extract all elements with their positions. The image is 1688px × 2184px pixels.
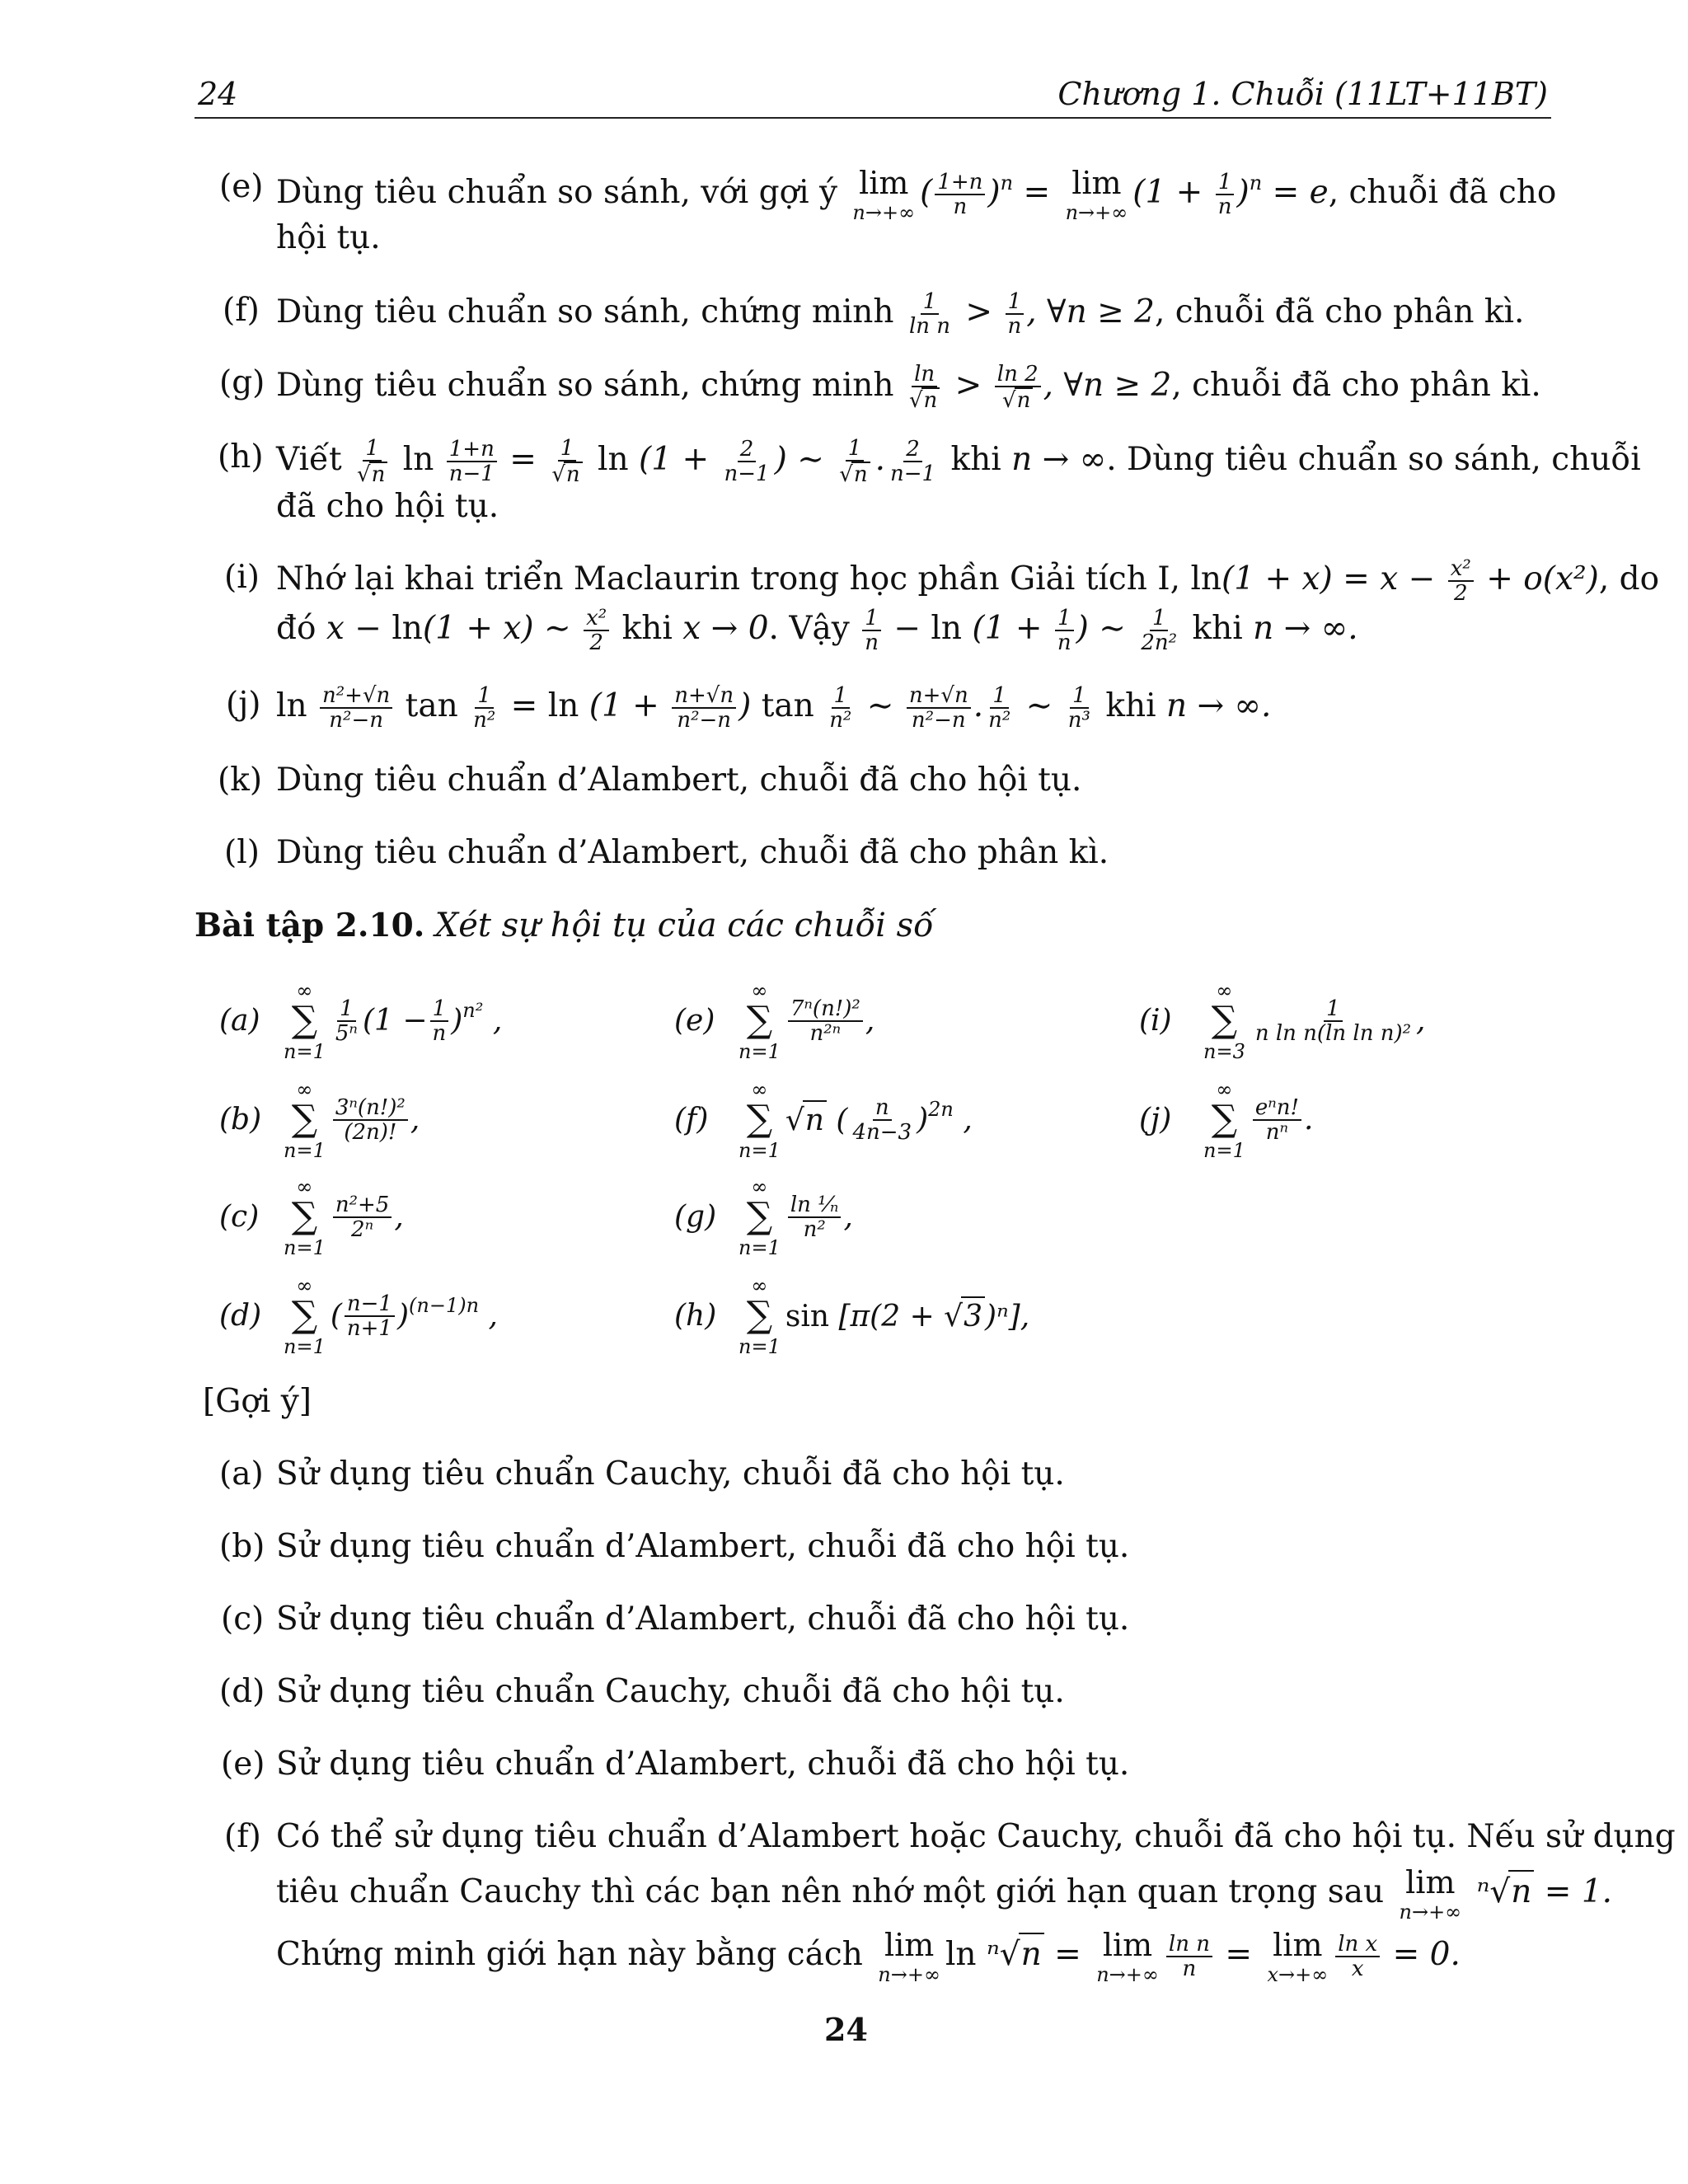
limit-operator: lim n→+∞ <box>878 1927 940 1986</box>
hint2-e-text: Sử dụng tiêu chuẩn d’Alambert, chuỗi đã cho hội tụ. <box>276 1746 1130 1783</box>
exercise-number: Bài tập 2.10. <box>195 907 425 944</box>
hint-heading: [Gợi ý] <box>203 1383 312 1420</box>
series-i: (i) ∞ ∑ n=3 $\frac{1}{\text{n ln n(ln ln n)²}}$ , <box>1139 979 1426 1063</box>
series-h: (h) ∞ ∑ n=1 sin [π(2 + √3)ⁿ], <box>674 1274 1030 1358</box>
series-e: (e) ∞ ∑ n=1 $\frac{\text{7ⁿ(n!)²}}{\text{n²ⁿ}}$ , <box>674 979 875 1063</box>
hint2-f-label: (f) <box>224 1818 261 1855</box>
hint-l-text: Dùng tiêu chuẩn d’Alambert, chuỗi đã cho phân kì. <box>276 834 1109 871</box>
hint-f-line: Dùng tiêu chuẩn so sánh, chứng minh $\frac{1}{\text{ln n}}$ > $\frac{1}{n}$ , ∀n ≥ 2, chuỗi đã cho phân kì. <box>276 289 1525 339</box>
hint-e-label: (e) <box>219 168 264 205</box>
hint-i-line2: đó x − ln(1 + x) ∼ $\frac{\text{x²}}{2}$ khi x → 0. Vậy $\frac{1}{n}$ − ln (1 + $\frac{1}{n}$ ) ∼ $\frac{1}{\text{2n²}}$ khi n → ∞. <box>276 606 1358 655</box>
footer-page-number: 24 <box>824 2011 868 2048</box>
hint-f-label: (f) <box>223 292 260 329</box>
series-d: (d) ∞ ∑ n=1 ( $\frac{n-1}{n+1}$ )$^{(n-1)n}$ , <box>219 1274 498 1358</box>
series-f: (f) ∞ ∑ n=1 √n ( $\frac{n}{4n-3}$ )$^{2n}$ , <box>674 1078 973 1162</box>
hint-h-label: (h) <box>218 438 264 476</box>
exercise-title <box>195 905 934 947</box>
running-header <box>195 74 1551 119</box>
series-j: (j) ∞ ∑ n=1 $\frac{\text{eⁿn!}}{\text{nⁿ}}$ . <box>1139 1078 1314 1162</box>
hint2-b-text: Sử dụng tiêu chuẩn d’Alambert, chuỗi đã cho hội tụ. <box>276 1528 1130 1565</box>
hint2-b-label: (b) <box>219 1528 265 1565</box>
hint-k-label: (k) <box>218 762 263 799</box>
hint-j-line: ln $\frac{\text{n²+√n}}{\text{n²−n}}$ tan $\frac{1}{\text{n²}}$ = ln (1 + $\frac{n+√n}{\text{n²−n}}$ ) tan $\frac{1}{\text{n²}}$ ∼ $\frac{n+√n}{\text{n²−n}}$ . $\frac{1}{\text{n²}}$ ∼ $\frac{1}{\text{n³}}$ khi n → ∞. <box>276 683 1272 733</box>
limit-operator: lim n→+∞ <box>1065 165 1128 224</box>
hint2-a-label: (a) <box>219 1455 264 1493</box>
hint2-f-line3: Chứng minh giới hạn này bằng cách lim n→+∞ ln ⁿ√n = lim n→+∞ $\frac{\text{ln n}}{n}$ = lim x→+∞ $\frac{\text{ln x}}{x}$ = 0. <box>276 1927 1461 1986</box>
hint-l-label: (l) <box>224 834 260 871</box>
hint2-d-text: Sử dụng tiêu chuẩn Cauchy, chuỗi đã cho hội tụ. <box>276 1673 1065 1710</box>
limit-operator: lim n→+∞ <box>1096 1927 1159 1986</box>
hint-e-line1: Dùng tiêu chuẩn so sánh, với gợi ý lim n→+∞ ( $\frac{1+n}{n}$ )$^n$ = lim n→+∞ (1 + $\frac{1}{n}$ )$^n$ = e, chuỗi đã cho <box>276 165 1557 224</box>
hint-k-text: Dùng tiêu chuẩn d’Alambert, chuỗi đã cho hội tụ. <box>276 762 1082 799</box>
header-page-number: 24 <box>198 76 238 112</box>
hint-h-line2: đã cho hội tụ. <box>276 488 499 525</box>
limit-operator: lim n→+∞ <box>1399 1864 1462 1924</box>
header-chapter-title: Chương 1. Chuỗi (11LT+11BT) <box>1057 76 1548 112</box>
hint2-c-text: Sử dụng tiêu chuẩn d’Alambert, chuỗi đã cho hội tụ. <box>276 1601 1130 1638</box>
hint-g-line: Dùng tiêu chuẩn so sánh, chứng minh $\frac{\ln}{√n}$ > $\frac{\ln 2}{√n}$ , ∀n ≥ 2, chuỗi đã cho phân kì. <box>276 362 1541 413</box>
hint-j-label: (j) <box>226 686 261 723</box>
hint2-a-text: Sử dụng tiêu chuẩn Cauchy, chuỗi đã cho hội tụ. <box>276 1455 1065 1493</box>
series-b: (b) ∞ ∑ n=1 $\frac{\text{3ⁿ(n!)²}}{(2n)!}$ , <box>219 1078 420 1162</box>
hint-e-line2: hội tụ. <box>276 219 381 256</box>
hint2-e-label: (e) <box>221 1746 265 1783</box>
hint2-f-line1: Có thể sử dụng tiêu chuẩn d’Alambert hoặc Cauchy, chuỗi đã cho hội tụ. Nếu sử dụng <box>276 1818 1676 1855</box>
series-g: (g) ∞ ∑ n=1 $\frac{\text{ln ¹⁄ₙ}}{\text{n²}}$ , <box>674 1175 853 1259</box>
hint2-f-line2: tiêu chuẩn Cauchy thì các bạn nên nhớ một giới hạn quan trọng sau lim n→+∞ ⁿ√n = 1. <box>276 1864 1613 1924</box>
hint2-d-label: (d) <box>219 1673 265 1710</box>
hint-g-label: (g) <box>219 364 265 401</box>
hint-i-label: (i) <box>224 559 260 596</box>
limit-operator: lim n→+∞ <box>852 165 916 224</box>
series-a: (a) ∞ ∑ n=1 $\frac{1}{\text{5ⁿ}}$ (1 − $\frac{1}{n}$ )$^{n^2}$ , <box>219 979 503 1063</box>
series-c: (c) ∞ ∑ n=1 $\frac{\text{n²+5}}{\text{2ⁿ}}$ , <box>219 1175 404 1259</box>
limit-operator: lim x→+∞ <box>1267 1927 1329 1986</box>
hint2-c-label: (c) <box>221 1601 265 1638</box>
hint-h-line1: Viết $\frac{1}{√n}$ ln $\frac{1+n}{n-1}$ = $\frac{1}{√n}$ ln (1 + $\frac{2}{n-1}$ ) ∼ $\frac{1}{√n}$ . $\frac{2}{n-1}$ khi n → ∞. Dùng tiêu chuẩn so sánh, chuỗi <box>276 436 1641 487</box>
hint-i-line1: Nhớ lại khai triển Maclaurin trong học phần Giải tích I, ln(1 + x) = x − $\frac{\text{x²}}{2}$ + o(x²), do <box>276 556 1660 606</box>
exercise-prompt: Xét sự hội tụ của các chuỗi số <box>434 907 934 944</box>
